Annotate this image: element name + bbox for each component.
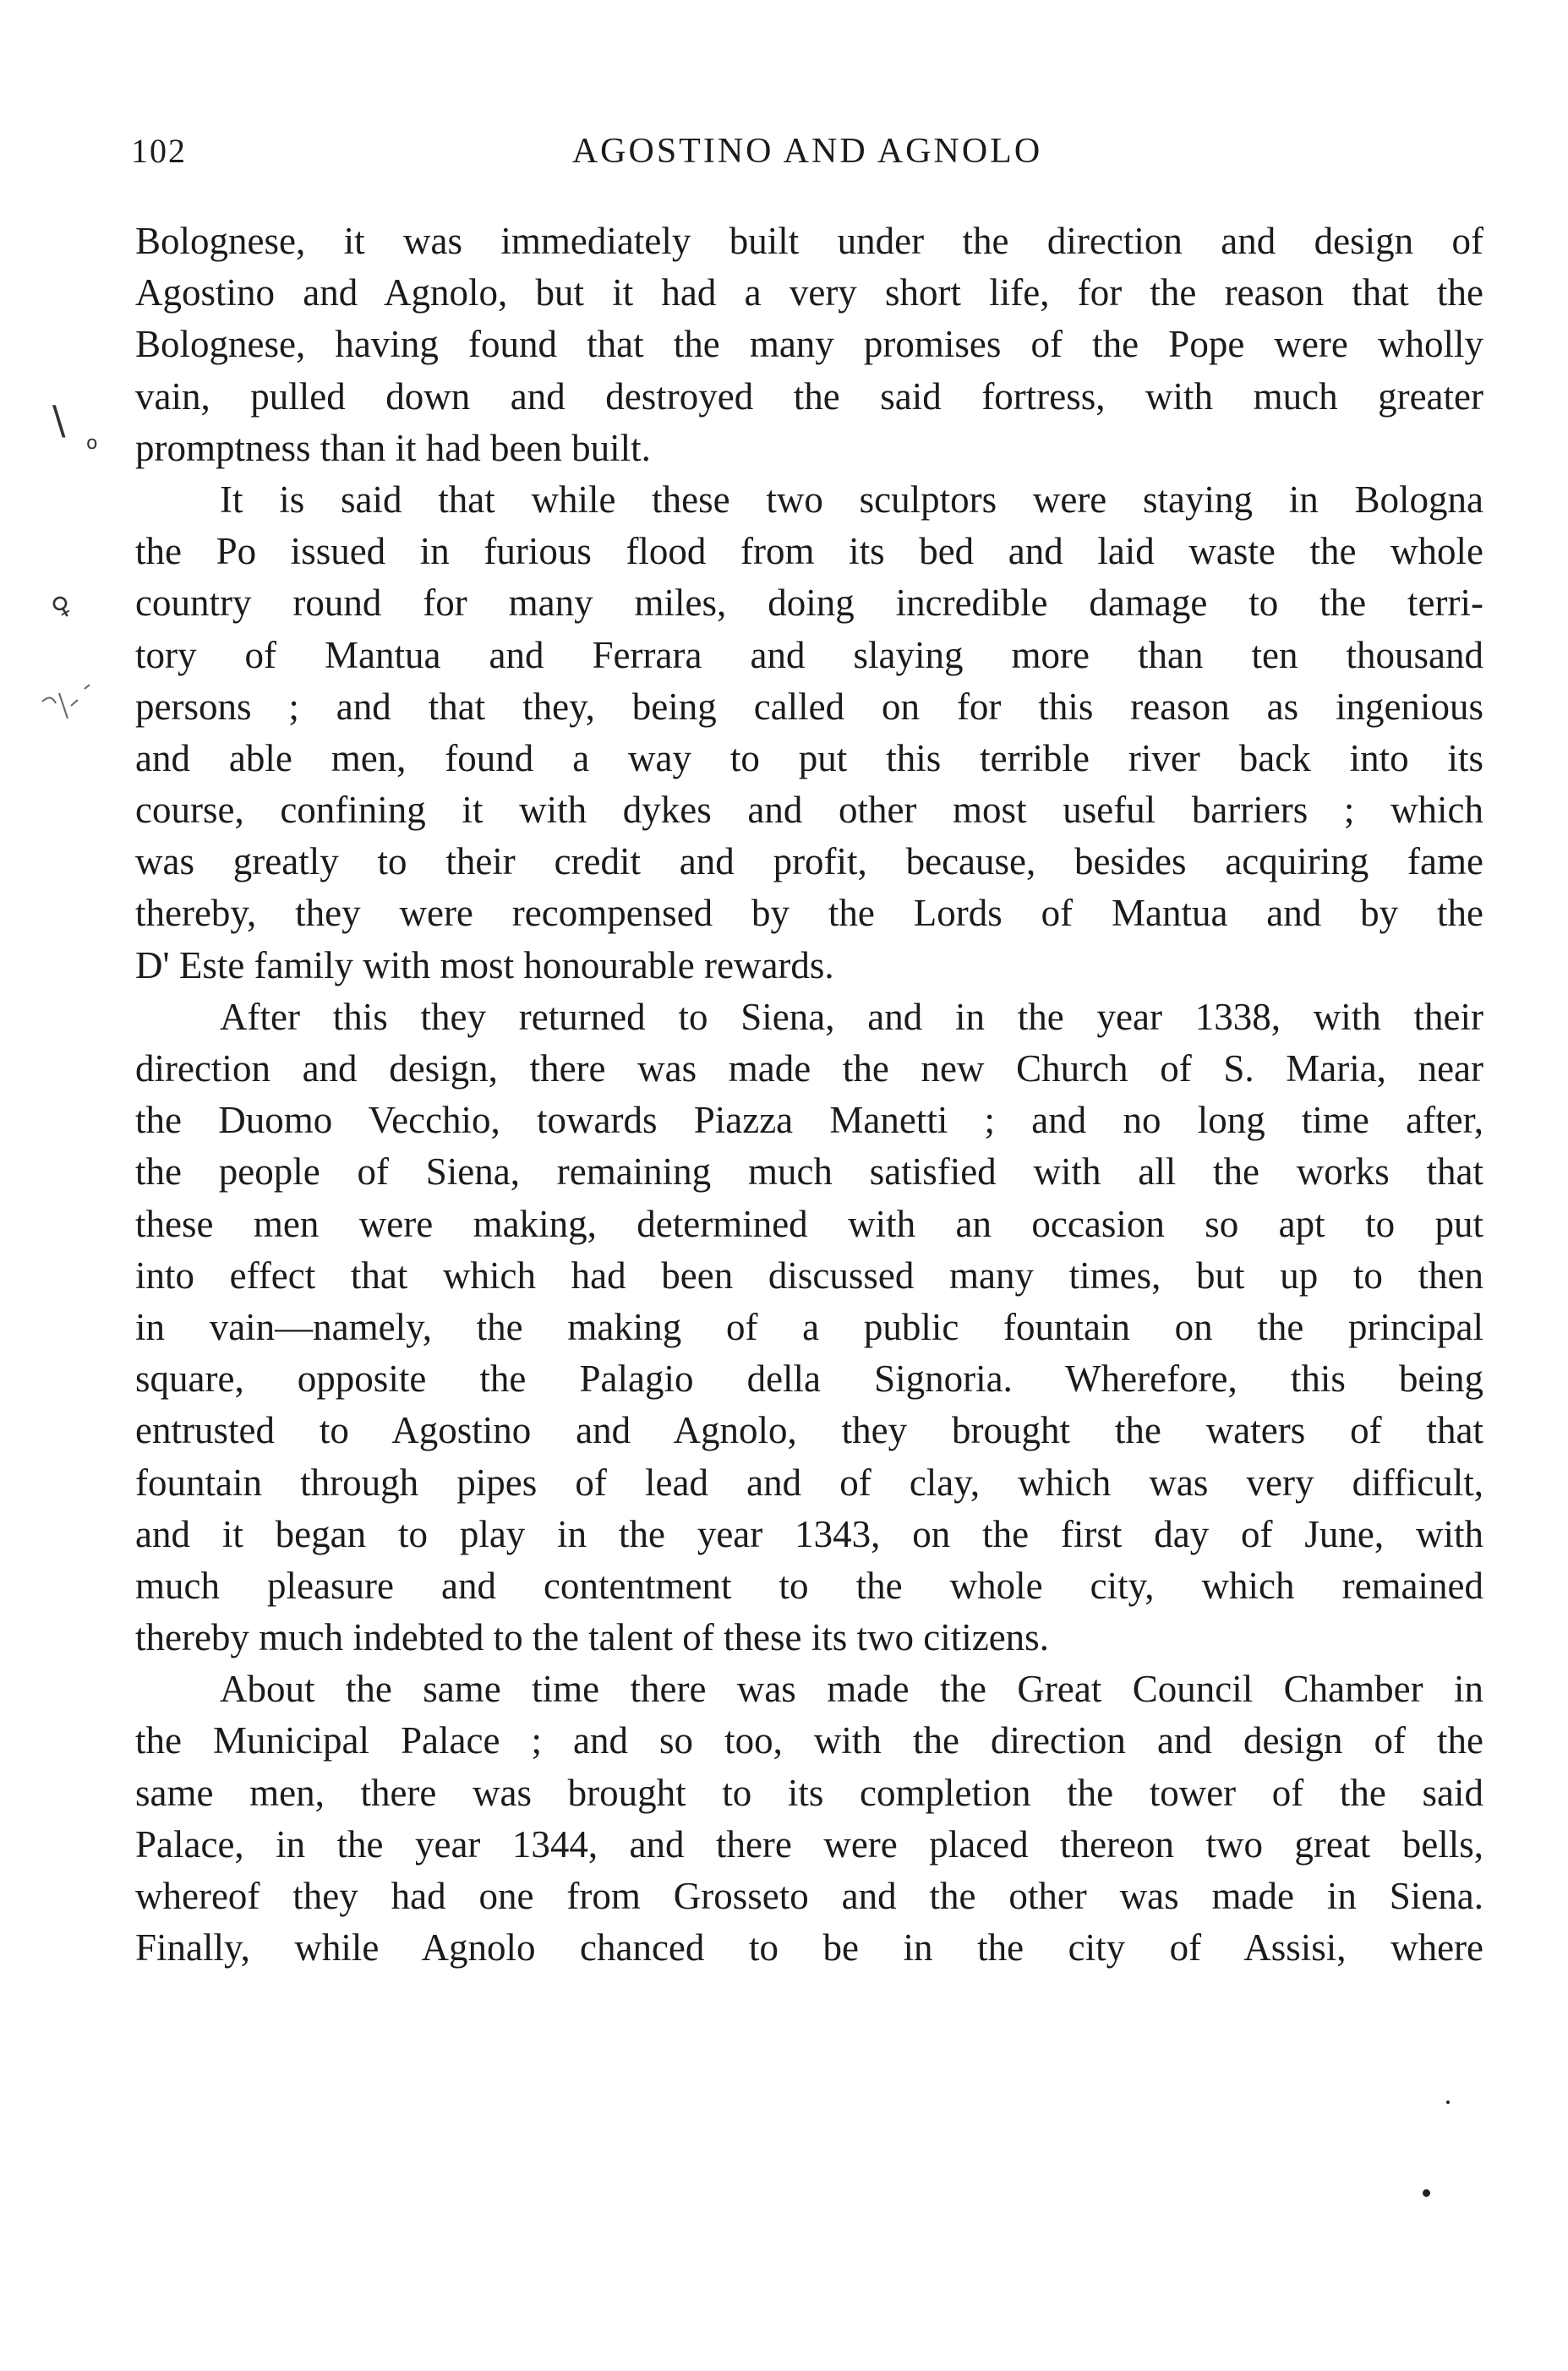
margin-pencil-mark: \ (52, 397, 66, 443)
text-line: Bolognese, it was immediately built under the direction and design of (135, 220, 1483, 262)
text-line: persons ; and that they, being called on for this reason as ingenious (135, 685, 1483, 728)
text-line: thereby much indebted to the talent of these its two citizens. (135, 1616, 1049, 1659)
body-text (135, 216, 1483, 1974)
running-title: AGOSTINO AND AGNOLO (571, 132, 1043, 171)
text-line: Bolognese, having found that the many promises of the Pope were wholly (135, 323, 1483, 366)
text-line: fountain through pipes of lead and of clay, which was very difficult, (135, 1461, 1483, 1504)
text-line: It is said that while these two sculptors were staying in Bologna (220, 478, 1483, 521)
page-header (131, 131, 1483, 182)
margin-pencil-mark: o (86, 433, 98, 454)
text-line: whereof they had one from Grosseto and the other was made in Siena. (135, 1875, 1483, 1917)
text-line: promptness than it had been built. (135, 426, 651, 469)
text-line: the Municipal Palace ; and so too, with the direction and design of the (135, 1719, 1483, 1762)
text-line: and able men, found a way to put this terrible river back into its (135, 736, 1483, 779)
paragraph-2 (135, 474, 1483, 992)
text-line: the Duomo Vecchio, towards Piazza Manetti ; and no long time after, (135, 1099, 1483, 1142)
text-line: the Po issued in furious flood from its bed and laid waste the whole (135, 530, 1483, 573)
text-line: direction and design, there was made the new Church of S. Maria, near (135, 1047, 1483, 1090)
margin-scribble (34, 642, 101, 735)
text-line: in vain—namely, the making of a public fountain on the principal (135, 1305, 1483, 1348)
text-line: these men were making, determined with an occasion so apt to put (135, 1202, 1483, 1245)
margin-pencil-mark: ♀ (46, 588, 78, 625)
paragraph-4 (135, 1664, 1483, 1974)
text-line: Finally, while Agnolo chanced to be in the city of Assisi, where (135, 1926, 1483, 1969)
text-line: much pleasure and contentment to the whole city, which remained (135, 1564, 1483, 1607)
page-speck (1423, 2189, 1430, 2197)
text-line: country round for many miles, doing incredible damage to the terri- (135, 582, 1483, 625)
page-number: 102 (131, 132, 187, 170)
paragraph-3 (135, 992, 1483, 1664)
text-line: was greatly to their credit and profit, because, besides acquiring fame (135, 840, 1483, 883)
text-line: the people of Siena, remaining much satisfied with all the works that (135, 1150, 1483, 1194)
text-line: After this they returned to Siena, and in the year 1338, with their (220, 995, 1483, 1038)
text-line: same men, there was brought to its completion the tower of the said (135, 1771, 1483, 1814)
text-line: course, confining it with dykes and other most useful barriers ; which (135, 789, 1483, 832)
text-line: Agostino and Agnolo, but it had a very short life, for the reason that the (135, 271, 1483, 314)
text-line: About the same time there was made the Great Council Chamber in (220, 1668, 1483, 1711)
text-line: entrusted to Agostino and Agnolo, they brought the waters of that (135, 1409, 1483, 1452)
text-line: tory of Mantua and Ferrara and slaying more than ten thousand (135, 633, 1483, 676)
text-line: D' Este family with most honourable rewards. (135, 943, 834, 986)
text-line: square, opposite the Palagio della Signoria. Wherefore, this being (135, 1358, 1483, 1401)
text-line: into effect that which had been discussed many times, but up to then (135, 1254, 1483, 1297)
text-line: thereby, they were recompensed by the Lords of Mantua and by the (135, 892, 1483, 935)
text-line: Palace, in the year 1344, and there were placed thereon two great bells, (135, 1822, 1483, 1866)
text-line: vain, pulled down and destroyed the said fortress, with much greater (135, 374, 1483, 418)
page-speck (1446, 2101, 1450, 2104)
text-line: and it began to play in the year 1343, on the first day of June, with (135, 1512, 1483, 1555)
paragraph-1 (135, 216, 1483, 474)
